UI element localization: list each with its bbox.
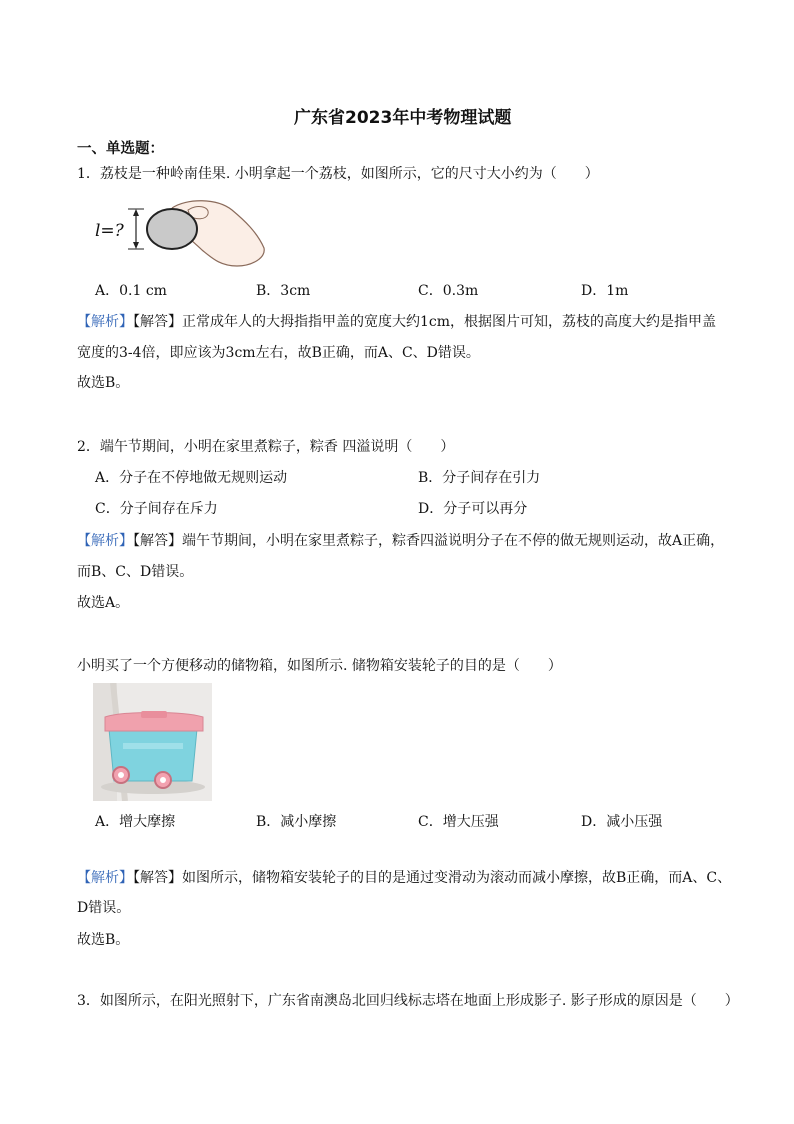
lychee-figure — [92, 196, 270, 270]
q3-analysis-line-2: D错误。 — [77, 900, 131, 916]
q3-option-c: C．增大压强 — [418, 814, 499, 830]
page-title: 广东省2023年中考物理试题 — [294, 108, 512, 128]
q1-option-b: B．3cm — [256, 283, 311, 299]
q1-option-c: C．0.3m — [418, 283, 479, 299]
q2-option-d: D．分子可以再分 — [418, 501, 528, 517]
analysis-tag: 【解析】 — [77, 314, 133, 330]
q2-option-b: B．分子间存在引力 — [418, 470, 541, 486]
q2-answer: 故选A。 — [77, 595, 130, 611]
figure-label: l=? — [95, 221, 124, 241]
analysis-tag: 【解析】 — [77, 533, 133, 549]
q3-analysis-line-1: 【解析】【解答】如图所示，储物箱安装轮子的目的是通过变滑动为滚动而减小摩擦，故B正确，而A、C、 — [77, 870, 732, 886]
q3-option-d: D．减小压强 — [581, 814, 663, 830]
q2-option-a: A．分子在不停地做无规则运动 — [95, 470, 288, 486]
q2-analysis-line-2: 而B、C、D错误。 — [77, 564, 194, 580]
section-heading: 一、单选题： — [77, 141, 164, 157]
question-3-stem: 小明买了一个方便移动的储物箱，如图所示. 储物箱安装轮子的目的是（ ） — [77, 658, 562, 674]
question-1-stem: 1．荔枝是一种岭南佳果. 小明拿起一个荔枝，如图所示，它的尺寸大小约为（ ） — [77, 166, 599, 182]
q1-option-a: A．0.1 cm — [95, 283, 167, 299]
question-2-stem: 2．端午节期间，小明在家里煮粽子，粽香 四溢说明（ ） — [77, 439, 455, 455]
q1-analysis-line-2: 宽度的3-4倍，即应该为3cm左右，故B正确，而A、C、D错误。 — [77, 345, 480, 361]
storage-box-photo — [93, 683, 212, 801]
analysis-tag: 【解析】 — [77, 870, 133, 886]
q3-option-b: B．减小摩擦 — [256, 814, 337, 830]
q3-answer: 故选B。 — [77, 932, 130, 948]
q1-analysis-line-1: 【解析】【解答】正常成年人的大拇指指甲盖的宽度大约1cm，根据图片可知，荔枝的高度大约是指甲盖 — [77, 314, 717, 330]
question-4-stem: 3．如图所示，在阳光照射下，广东省南澳岛北回归线标志塔在地面上形成影子. 影子形成的原因是（ ） — [77, 993, 739, 1009]
q1-answer: 故选B。 — [77, 375, 130, 391]
q1-option-d: D．1m — [581, 283, 629, 299]
q2-analysis-line-1: 【解析】【解答】端午节期间，小明在家里煮粽子，粽香四溢说明分子在不停的做无规则运动，故A正确， — [77, 533, 725, 549]
q2-option-c: C．分子间存在斥力 — [95, 501, 218, 517]
q3-option-a: A．增大摩擦 — [95, 814, 176, 830]
